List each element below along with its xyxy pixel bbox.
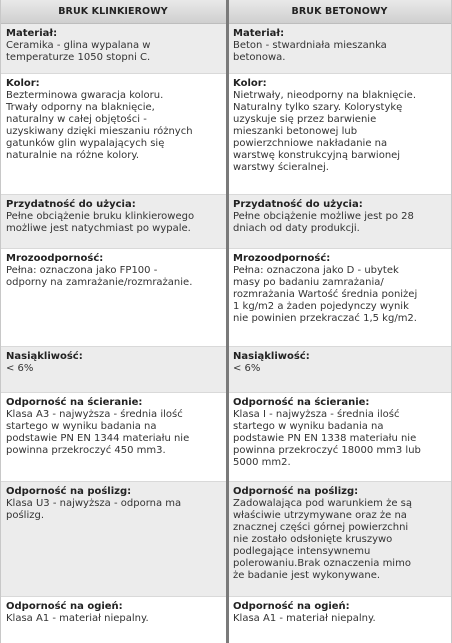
text: Klasa A1 - materiał niepalny.	[6, 613, 149, 624]
text: < 6%	[6, 363, 34, 374]
cell-klinkier-przydatnosc	[1, 195, 225, 248]
cell-beton-nasiakliwosc	[228, 347, 451, 392]
text: Pełna: oznaczona jako FP100 - odporny na zamrażanie/rozmrażanie.	[6, 265, 193, 288]
column-divider	[226, 0, 229, 643]
cell-beton-scieranie	[228, 393, 451, 481]
label: Materiał:	[233, 28, 285, 39]
label: Przydatność do użycia:	[6, 199, 136, 210]
text: Ceramika - glina wypalana w temperaturze 1050 stopni C.	[6, 40, 151, 63]
label: Odporność na ścieranie:	[6, 397, 143, 408]
header-beton: BRUK BETONOWY	[291, 6, 388, 17]
cell-beton-ogien	[228, 597, 451, 642]
label: Kolor:	[6, 78, 40, 89]
label: Materiał:	[6, 28, 58, 39]
label: Przydatność do użycia:	[233, 199, 363, 210]
text: Pełne obciążenie możliwe jest po 28 dniach od daty produkcji.	[233, 211, 414, 234]
cell-klinkier-nasiakliwosc	[1, 347, 225, 392]
text: < 6%	[233, 363, 261, 374]
cell-beton-material	[228, 24, 451, 73]
text: Klasa A3 - najwyższa - średnia ilość startego w wyniku badania na podstawie PN EN 1344 materiału nie powinna przekroczyć 450 mm3.	[6, 409, 190, 456]
cell-beton-kolor	[228, 74, 451, 194]
cell-klinkier-material	[1, 24, 225, 73]
label: Mrozoodporność:	[6, 253, 104, 264]
cell-klinkier-ogien	[1, 597, 225, 642]
text: Beton - stwardniała mieszanka betonowa.	[233, 40, 387, 63]
text: Zadowalająca pod warunkiem że są właściwie utrzymywane oraz że na znacznej części górnej powierzchni nie zostało odsłonięte kruszywo podlegające intensywnemu polerowaniu.Brak oznaczenia mimo że badanie jest wykonywane.	[233, 498, 413, 581]
text: Bezterminowa gwaracja koloru. Trwały odporny na blaknięcie, naturalny w całej objętości - uzyskiwany dzięki mieszaniu różnych gatunków glin wypalających się naturalnie na różne kolory.	[6, 90, 193, 161]
label: Odporność na ogień:	[6, 601, 123, 612]
cell-klinkier-mrozoodpornosc	[1, 249, 225, 346]
cell-beton-mrozoodpornosc	[228, 249, 451, 346]
label: Odporność na ogień:	[233, 601, 350, 612]
text: Klasa A1 - materiał niepalny.	[233, 613, 376, 624]
text: Nietrwały, nieodporny na blaknięcie. Naturalny tylko szary. Kolorystykę uzyskuje się przez barwienie mieszanki betonowej lub powierzchniowe nakładanie na warstwę konstrukcyjną barwionej warstwy ścieralnej.	[233, 90, 417, 173]
text: Klasa U3 - najwyższa - odporna ma poślizg.	[6, 498, 182, 521]
header-klinkier: BRUK KLINKIEROWY	[58, 6, 168, 17]
text: Pełna: oznaczona jako D - ubytek masy po badaniu zamrażania/ rozmrażania Wartość średnia poniżej 1 kg/m2 a żaden pojedynczy wynik nie powinien przekraczać 1,5 kg/m2.	[233, 265, 418, 324]
text: Pełne obciążenie bruku klinkierowego możliwe jest natychmiast po wypale.	[6, 211, 195, 234]
cell-beton-poslizg	[228, 482, 451, 596]
cell-klinkier-kolor	[1, 74, 225, 194]
cell-klinkier-poslizg	[1, 482, 225, 596]
label: Odporność na ścieranie:	[233, 397, 370, 408]
label: Mrozoodporność:	[233, 253, 331, 264]
cell-beton-przydatnosc	[228, 195, 451, 248]
label: Nasiąkliwość:	[233, 351, 310, 362]
label: Odporność na poślizg:	[6, 486, 132, 497]
text: Klasa I - najwyższa - średnia ilość startego w wyniku badania na podstawie PN EN 1338 materiału nie powinna przekroczyć 18000 mm3 lub 5000 mm2.	[233, 409, 421, 468]
label: Nasiąkliwość:	[6, 351, 83, 362]
cell-klinkier-scieranie	[1, 393, 225, 481]
label: Kolor:	[233, 78, 267, 89]
label: Odporność na poślizg:	[233, 486, 359, 497]
